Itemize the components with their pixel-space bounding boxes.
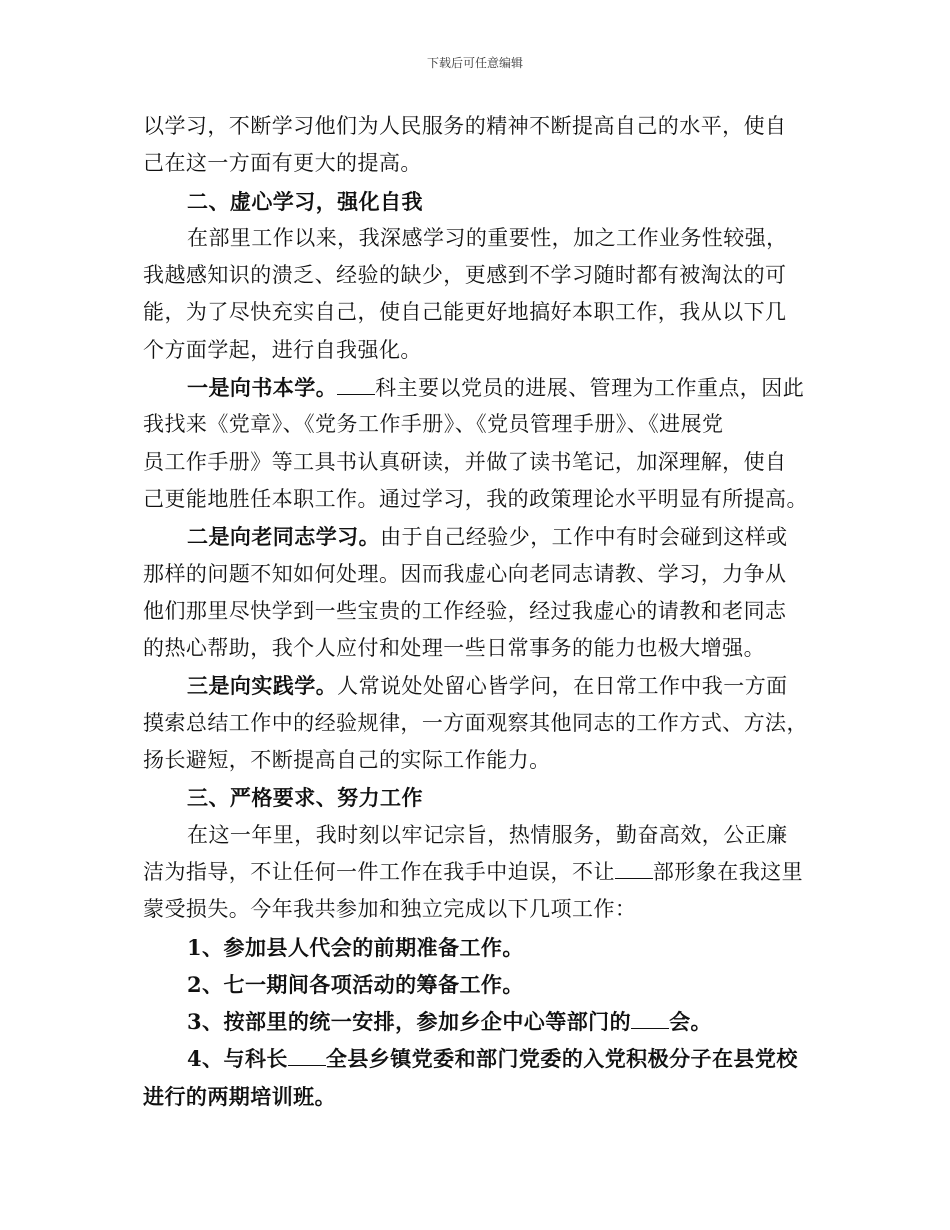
list-item: 1、参加县人代会的前期准备工作。 (187, 934, 524, 960)
paragraph-line: 我越感知识的溃乏、经验的缺少，更感到不学习随时都有被淘汰的可 (143, 263, 787, 288)
section-heading: 三、严格要求、努力工作 (187, 785, 423, 811)
list-item-continuation: 进行的两期培训班。 (143, 1083, 337, 1109)
line-text: 3、按部里的统一安排，参加乡企中心等部门的 (187, 1009, 632, 1035)
paragraph-line: 摸索总结工作中的经验规律，一方面观察其他同志的工作方式、方法， (143, 710, 808, 735)
document-body (143, 108, 823, 1115)
paragraph-line (143, 667, 823, 704)
blank-underline (631, 1010, 669, 1029)
page-header: 下载后可任意编辑 (426, 56, 523, 70)
paragraph-line: 我找来《党章》、《党务工作手册》、《党员管理手册》、《进展党 (143, 412, 724, 437)
lead-phrase: 三是向实践学。 (187, 673, 338, 699)
line-text: 4、与科长 (187, 1046, 288, 1072)
paragraph-line (143, 854, 823, 891)
blank-underline (337, 376, 375, 395)
list-item (143, 1040, 823, 1077)
paragraph-line: 的热心帮助，我个人应付和处理一些日常事务的能力也极大增强。 (143, 636, 766, 661)
blank-underline (615, 860, 653, 879)
paragraph-line: 员工作手册》等工具书认真研读，并做了读书笔记，加深理解，使自 (143, 449, 787, 474)
paragraph-line: 他们那里尽快学到一些宝贵的工作经验，经过我虚心的请教和老同志 (143, 598, 787, 623)
line-text: 洁为指导，不让任何一件工作在我手中迫误，不让 (143, 859, 615, 884)
list-item: 2、七一期间各项活动的筹备工作。 (187, 971, 524, 997)
paragraph-line: 蒙受损失。今年我共参加和独立完成以下几项工作： (143, 897, 637, 922)
paragraph-line: 扬长避短，不断提高自己的实际工作能力。 (143, 748, 551, 773)
lead-phrase: 二是向老同志学习。 (187, 524, 381, 550)
lead-phrase: 一是向书本学。 (187, 375, 338, 401)
line-text: 部形象在我这里 (652, 859, 804, 884)
line-text: 科主要以党员的进展、管理为工作重点，因此 (375, 376, 805, 401)
line-text: 人常说处处留心皆学问，在日常工作中我一方面 (337, 674, 788, 699)
paragraph-line: 以学习，不断学习他们为人民服务的精神不断提高自己的水平，使自 (143, 114, 787, 138)
paragraph-line (143, 369, 823, 406)
section-heading: 二、虚心学习，强化自我 (187, 188, 423, 214)
paragraph-line: 己更能地胜任本职工作。通过学习，我的政策理论水平明显有所提高。 (143, 486, 808, 511)
paragraph-line: 在部里工作以来，我深感学习的重要性，加之工作业务性较强， (187, 225, 788, 250)
paragraph-line: 能，为了尽快充实自己，使自己能更好地搞好本职工作，我从以下几 (143, 300, 787, 325)
line-text: 会。 (669, 1009, 712, 1035)
paragraph-line (143, 518, 823, 555)
blank-underline (288, 1047, 326, 1066)
paragraph-line: 那样的问题不知如何处理。因而我虚心向老同志请教、学习，力争从 (143, 561, 787, 586)
paragraph-line: 己在这一方面有更大的提高。 (143, 151, 422, 176)
line-text: 由于自己经验少，工作中有时会碰到这样或 (380, 525, 788, 550)
paragraph-line: 在这一年里，我时刻以牢记宗旨，热情服务，勤奋高效，公正廉 (187, 822, 788, 847)
list-item (143, 1003, 823, 1040)
paragraph-line: 个方面学起，进行自我强化。 (143, 337, 422, 362)
line-text: 全县乡镇党委和部门党委的入党积极分子在县党校 (325, 1046, 798, 1072)
